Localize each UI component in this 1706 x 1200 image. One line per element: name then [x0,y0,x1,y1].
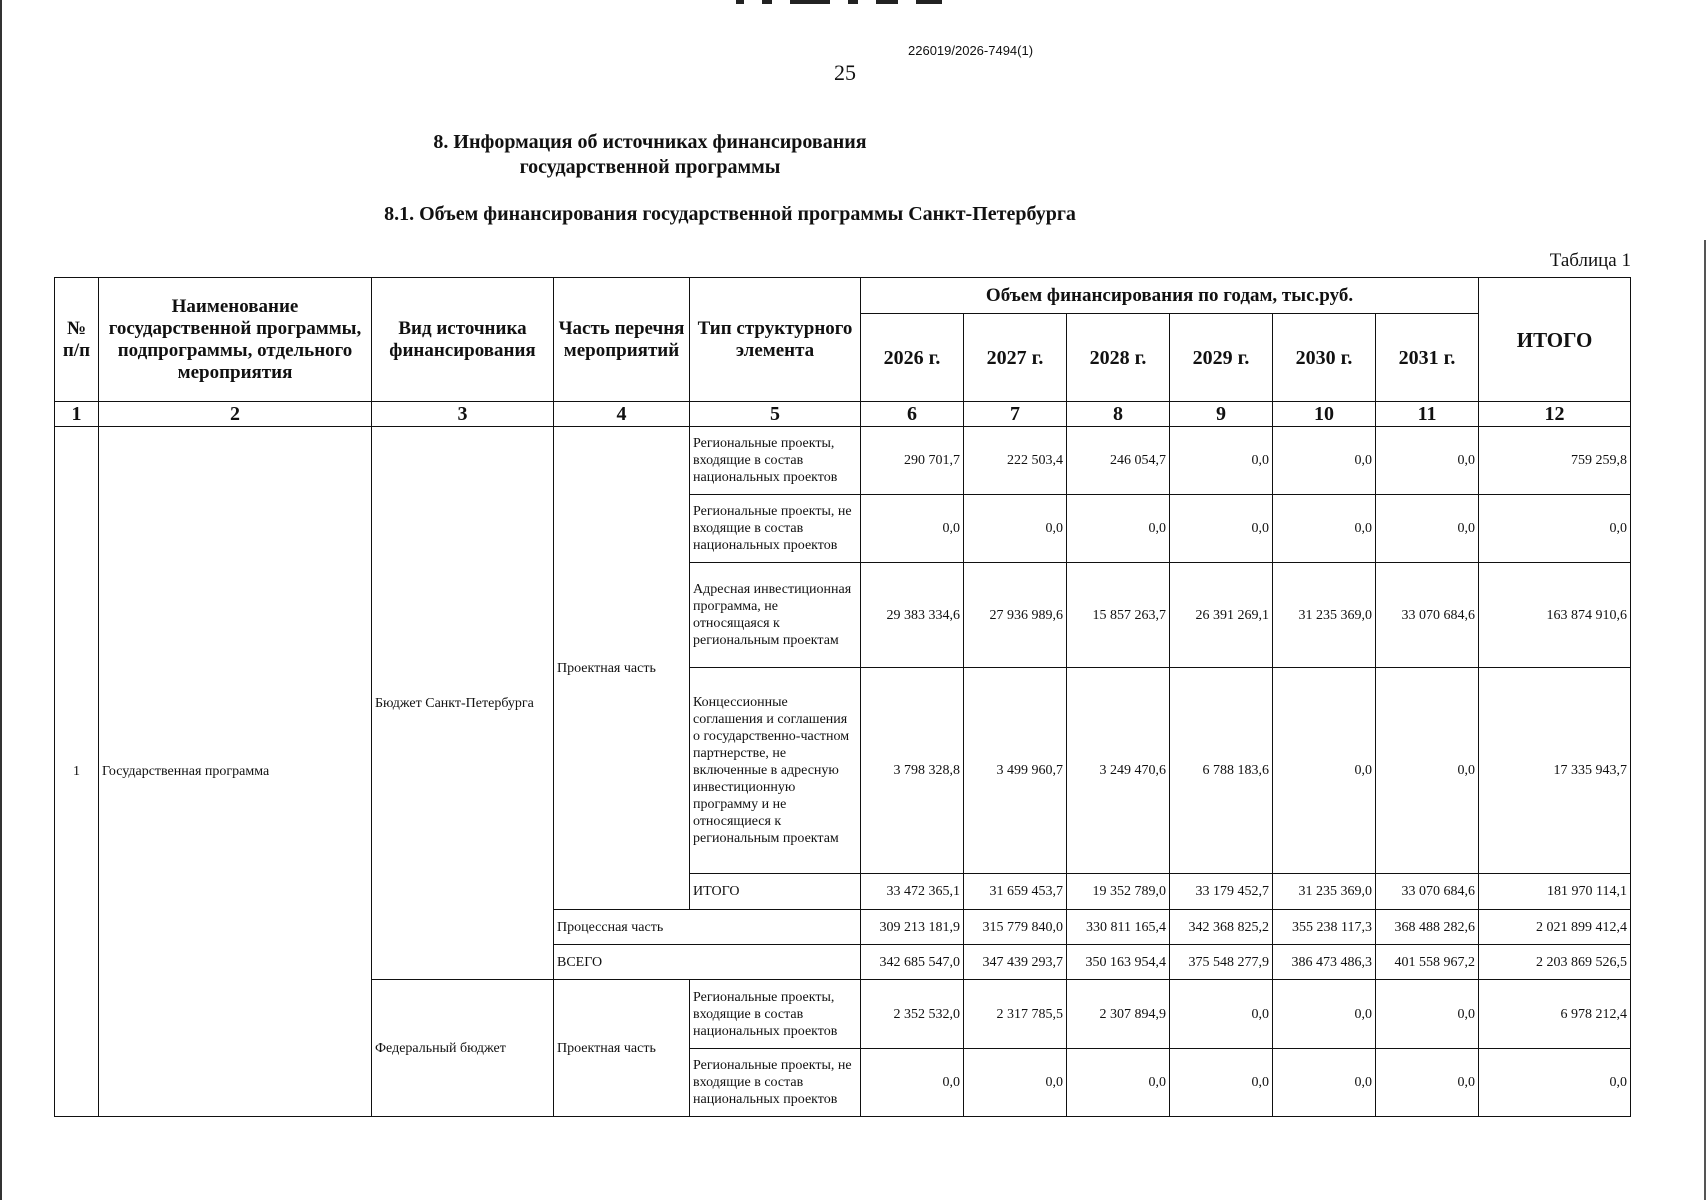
value-cell: 0,0 [1376,1049,1479,1117]
value-cell: 3 249 470,6 [1067,668,1170,874]
element-type: Региональные проекты, не входящие в состав национальных проектов [690,1049,861,1117]
value-cell: 355 238 117,3 [1273,910,1376,945]
total-cell: 0,0 [1479,1049,1631,1117]
value-cell: 33 179 452,7 [1170,874,1273,910]
value-cell: 29 383 334,6 [861,563,964,668]
document-id: 226019/2026-7494(1) [908,43,1034,58]
column-number: 4 [554,402,690,427]
value-cell: 342 368 825,2 [1170,910,1273,945]
value-cell: 0,0 [1273,495,1376,563]
column-number: 5 [690,402,861,427]
value-cell: 31 659 453,7 [964,874,1067,910]
part-project-federal: Проектная часть [554,980,690,1117]
column-number: 10 [1273,402,1376,427]
value-cell: 31 235 369,0 [1273,874,1376,910]
header-part: Часть перечня мероприятий [554,278,690,402]
table-row [55,427,1631,495]
header-total: ИТОГО [1479,278,1631,402]
section-heading-line2: государственной программы [519,156,781,178]
element-type: Адресная инвестиционная программа, не относящаяся к региональным проектам [690,563,861,668]
total-cell: 759 259,8 [1479,427,1631,495]
header-year-2028: 2028 г. [1067,314,1170,402]
value-cell: 0,0 [964,1049,1067,1117]
value-cell: 290 701,7 [861,427,964,495]
element-type: Концессионные соглашения и соглашения о государственно-частном партнерстве, не включенные в адресную инвестиционную программу и не относящиеся к региональным проектам [690,668,861,874]
value-cell: 2 317 785,5 [964,980,1067,1049]
row-number: 1 [55,427,99,1117]
value-cell: 0,0 [1170,980,1273,1049]
header-years-group: Объем финансирования по годам, тыс.руб. [861,278,1479,314]
value-cell: 3 499 960,7 [964,668,1067,874]
value-cell: 368 488 282,6 [1376,910,1479,945]
value-cell: 0,0 [1170,1049,1273,1117]
header-year-2026: 2026 г. [861,314,964,402]
column-number: 12 [1479,402,1631,427]
column-number-row [55,402,1631,427]
value-cell: 0,0 [1170,427,1273,495]
source-federal-budget: Федеральный бюджет [372,980,554,1117]
value-cell: 0,0 [1376,980,1479,1049]
value-cell: 0,0 [1376,495,1479,563]
header-element-type: Тип структурного элемента [690,278,861,402]
column-number: 3 [372,402,554,427]
value-cell: 33 070 684,6 [1376,874,1479,910]
subsection-heading: 8.1. Объем финансирования государственной программы Санкт-Петербурга [384,203,1076,225]
column-number: 11 [1376,402,1479,427]
value-cell: 315 779 840,0 [964,910,1067,945]
value-cell: 0,0 [1273,980,1376,1049]
value-cell: 375 548 277,9 [1170,945,1273,980]
value-cell: 15 857 263,7 [1067,563,1170,668]
header-year-2029: 2029 г. [1170,314,1273,402]
value-cell: 246 054,7 [1067,427,1170,495]
table-caption: Таблица 1 [1549,250,1631,271]
element-type: ИТОГО [690,874,861,910]
value-cell: 6 788 183,6 [1170,668,1273,874]
value-cell: 2 307 894,9 [1067,980,1170,1049]
header-source: Вид источника финансирования [372,278,554,402]
header-year-2031: 2031 г. [1376,314,1479,402]
value-cell: 386 473 486,3 [1273,945,1376,980]
value-cell: 33 472 365,1 [861,874,964,910]
value-cell: 342 685 547,0 [861,945,964,980]
value-cell: 350 163 954,4 [1067,945,1170,980]
value-cell: 309 213 181,9 [861,910,964,945]
part-process: Процессная часть [554,910,861,945]
total-cell: 2 021 899 412,4 [1479,910,1631,945]
value-cell: 222 503,4 [964,427,1067,495]
part-total: ВСЕГО [554,945,861,980]
section-heading-line1: 8. Информация об источниках финансирования [433,131,867,153]
source-spb-budget: Бюджет Санкт-Петербурга [372,427,554,980]
column-number: 2 [99,402,372,427]
page-number: 25 [834,60,856,85]
value-cell: 0,0 [964,495,1067,563]
section-heading [0,130,1240,180]
element-type: Региональные проекты, входящие в состав национальных проектов [690,980,861,1049]
value-cell: 0,0 [861,495,964,563]
value-cell: 27 936 989,6 [964,563,1067,668]
value-cell: 33 070 684,6 [1376,563,1479,668]
header-name: Наименование государственной программы, подпрограммы, отдельного мероприятия [99,278,372,402]
column-number: 8 [1067,402,1170,427]
value-cell: 0,0 [1376,427,1479,495]
header-num: № п/п [55,278,99,402]
value-cell: 0,0 [1273,427,1376,495]
value-cell: 26 391 269,1 [1170,563,1273,668]
total-cell: 163 874 910,6 [1479,563,1631,668]
total-cell: 2 203 869 526,5 [1479,945,1631,980]
value-cell: 3 798 328,8 [861,668,964,874]
scan-left-edge [0,0,2,1200]
value-cell: 0,0 [1376,668,1479,874]
value-cell: 0,0 [1170,495,1273,563]
total-cell: 0,0 [1479,495,1631,563]
column-number: 6 [861,402,964,427]
column-number: 7 [964,402,1067,427]
value-cell: 2 352 532,0 [861,980,964,1049]
financing-table [54,277,1631,1117]
value-cell: 347 439 293,7 [964,945,1067,980]
header-year-2027: 2027 г. [964,314,1067,402]
value-cell: 0,0 [1273,1049,1376,1117]
value-cell: 330 811 165,4 [1067,910,1170,945]
total-cell: 6 978 212,4 [1479,980,1631,1049]
program-name: Государственная программа [99,427,372,1117]
value-cell: 0,0 [1067,495,1170,563]
value-cell: 401 558 967,2 [1376,945,1479,980]
value-cell: 0,0 [1067,1049,1170,1117]
value-cell: 31 235 369,0 [1273,563,1376,668]
header-year-2030: 2030 г. [1273,314,1376,402]
column-number: 1 [55,402,99,427]
value-cell: 0,0 [861,1049,964,1117]
value-cell: 19 352 789,0 [1067,874,1170,910]
top-scan-marks [736,0,966,6]
total-cell: 181 970 114,1 [1479,874,1631,910]
element-type: Региональные проекты, входящие в состав национальных проектов [690,427,861,495]
value-cell: 0,0 [1273,668,1376,874]
element-type: Региональные проекты, не входящие в состав национальных проектов [690,495,861,563]
column-number: 9 [1170,402,1273,427]
total-cell: 17 335 943,7 [1479,668,1631,874]
part-project: Проектная часть [554,427,690,910]
